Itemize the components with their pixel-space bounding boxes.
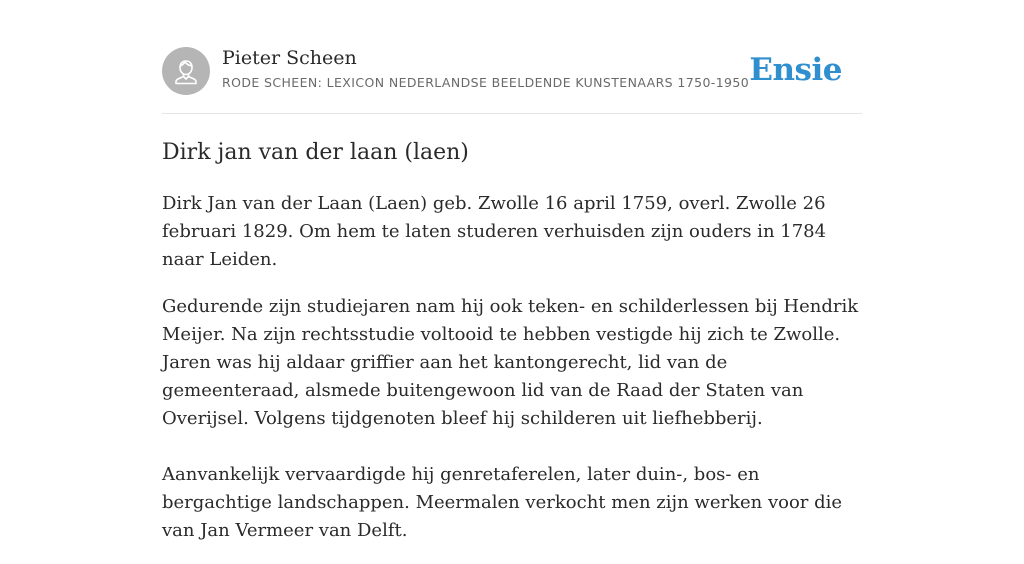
source-title[interactable]: RODE SCHEEN: LEXICON NEDERLANDSE BEELDENDE KUNSTENAARS 1750-1950 [222,75,750,90]
article-body [162,190,862,564]
user-icon [162,47,210,95]
author-name[interactable]: Pieter Scheen [222,47,357,69]
article-paragraph: Aanvankelijk vervaardigde hij genretaferelen, later duin-, bos- en bergachtige landschappen. Meermalen verkocht men zijn werken voor die van Jan Vermeer van Delft. [162,464,843,541]
article-paragraph: Gedurende zijn studiejaren nam hij ook teken- en schilderlessen bij Hendrik Meijer. Na zijn rechtsstudie voltooid te hebben vestigde hij zich te Zwolle. Jaren was hij aldaar griffier aan het kantongerecht, lid van de gemeenteraad, alsmede buitengewoon lid van de Raad der Staten van Overijsel. Volgens tijdgenoten bleef hij schilderen uit liefhebberij. [162,296,859,429]
page-container [162,0,862,541]
author-header [162,0,862,114]
author-avatar[interactable] [162,47,210,95]
ensie-logo[interactable]: Ensie [749,52,842,88]
article-title: Dirk jan van der laan (laen) [162,140,469,165]
article-paragraph: Dirk Jan van der Laan (Laen) geb. Zwolle 16 april 1759, overl. Zwolle 26 februari 1829. Om hem te laten studeren verhuisden zijn ouders in 1784 naar Leiden. [162,193,827,270]
